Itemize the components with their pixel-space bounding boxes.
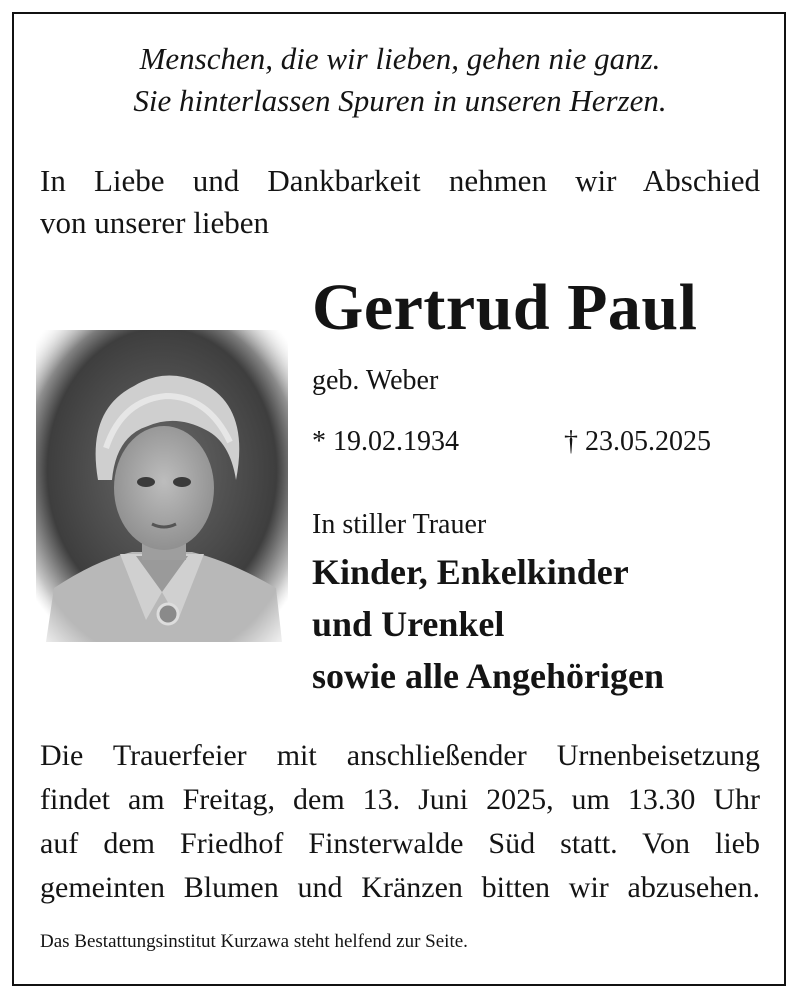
mourners-line-1: Kinder, Enkelkinder <box>312 552 629 592</box>
ceremony-line-1: Die Trauerfeier mit anschließender Urnenbeisetzung <box>40 739 760 772</box>
mourning-intro: In stiller Trauer <box>312 509 487 540</box>
deceased-name: Gertrud Paul <box>312 271 698 344</box>
ceremony-line-2: findet am Freitag, dem 13. Juni 2025, um 13.30 Uhr <box>40 783 760 816</box>
motto-line-1: Menschen, die wir lieben, gehen nie ganz. <box>139 41 661 76</box>
mourners-line-3: sowie alle Angehörigen <box>312 656 664 696</box>
intro-line-1: In Liebe und Dankbarkeit nehmen wir Abschied <box>40 163 760 198</box>
motto-line-2: Sie hinterlassen Spuren in unseren Herzen. <box>133 83 667 118</box>
life-dates <box>312 420 742 464</box>
birth-date: * 19.02.1934 <box>312 426 459 457</box>
portrait-photo <box>36 330 288 642</box>
mourners-line-2: und Urenkel <box>312 604 505 644</box>
death-date: † 23.05.2025 <box>564 426 711 457</box>
intro-line-2: von unserer lieben <box>40 205 269 240</box>
ceremony-line-4: gemeinten Blumen und Kränzen bitten wir abzusehen. <box>40 871 760 904</box>
funeral-home-note: Das Bestattungsinstitut Kurzawa steht helfend zur Seite. <box>40 931 468 952</box>
ceremony-line-3: auf dem Friedhof Finsterwalde Süd statt. Von lieb <box>40 827 760 860</box>
birth-name: geb. Weber <box>312 365 439 396</box>
